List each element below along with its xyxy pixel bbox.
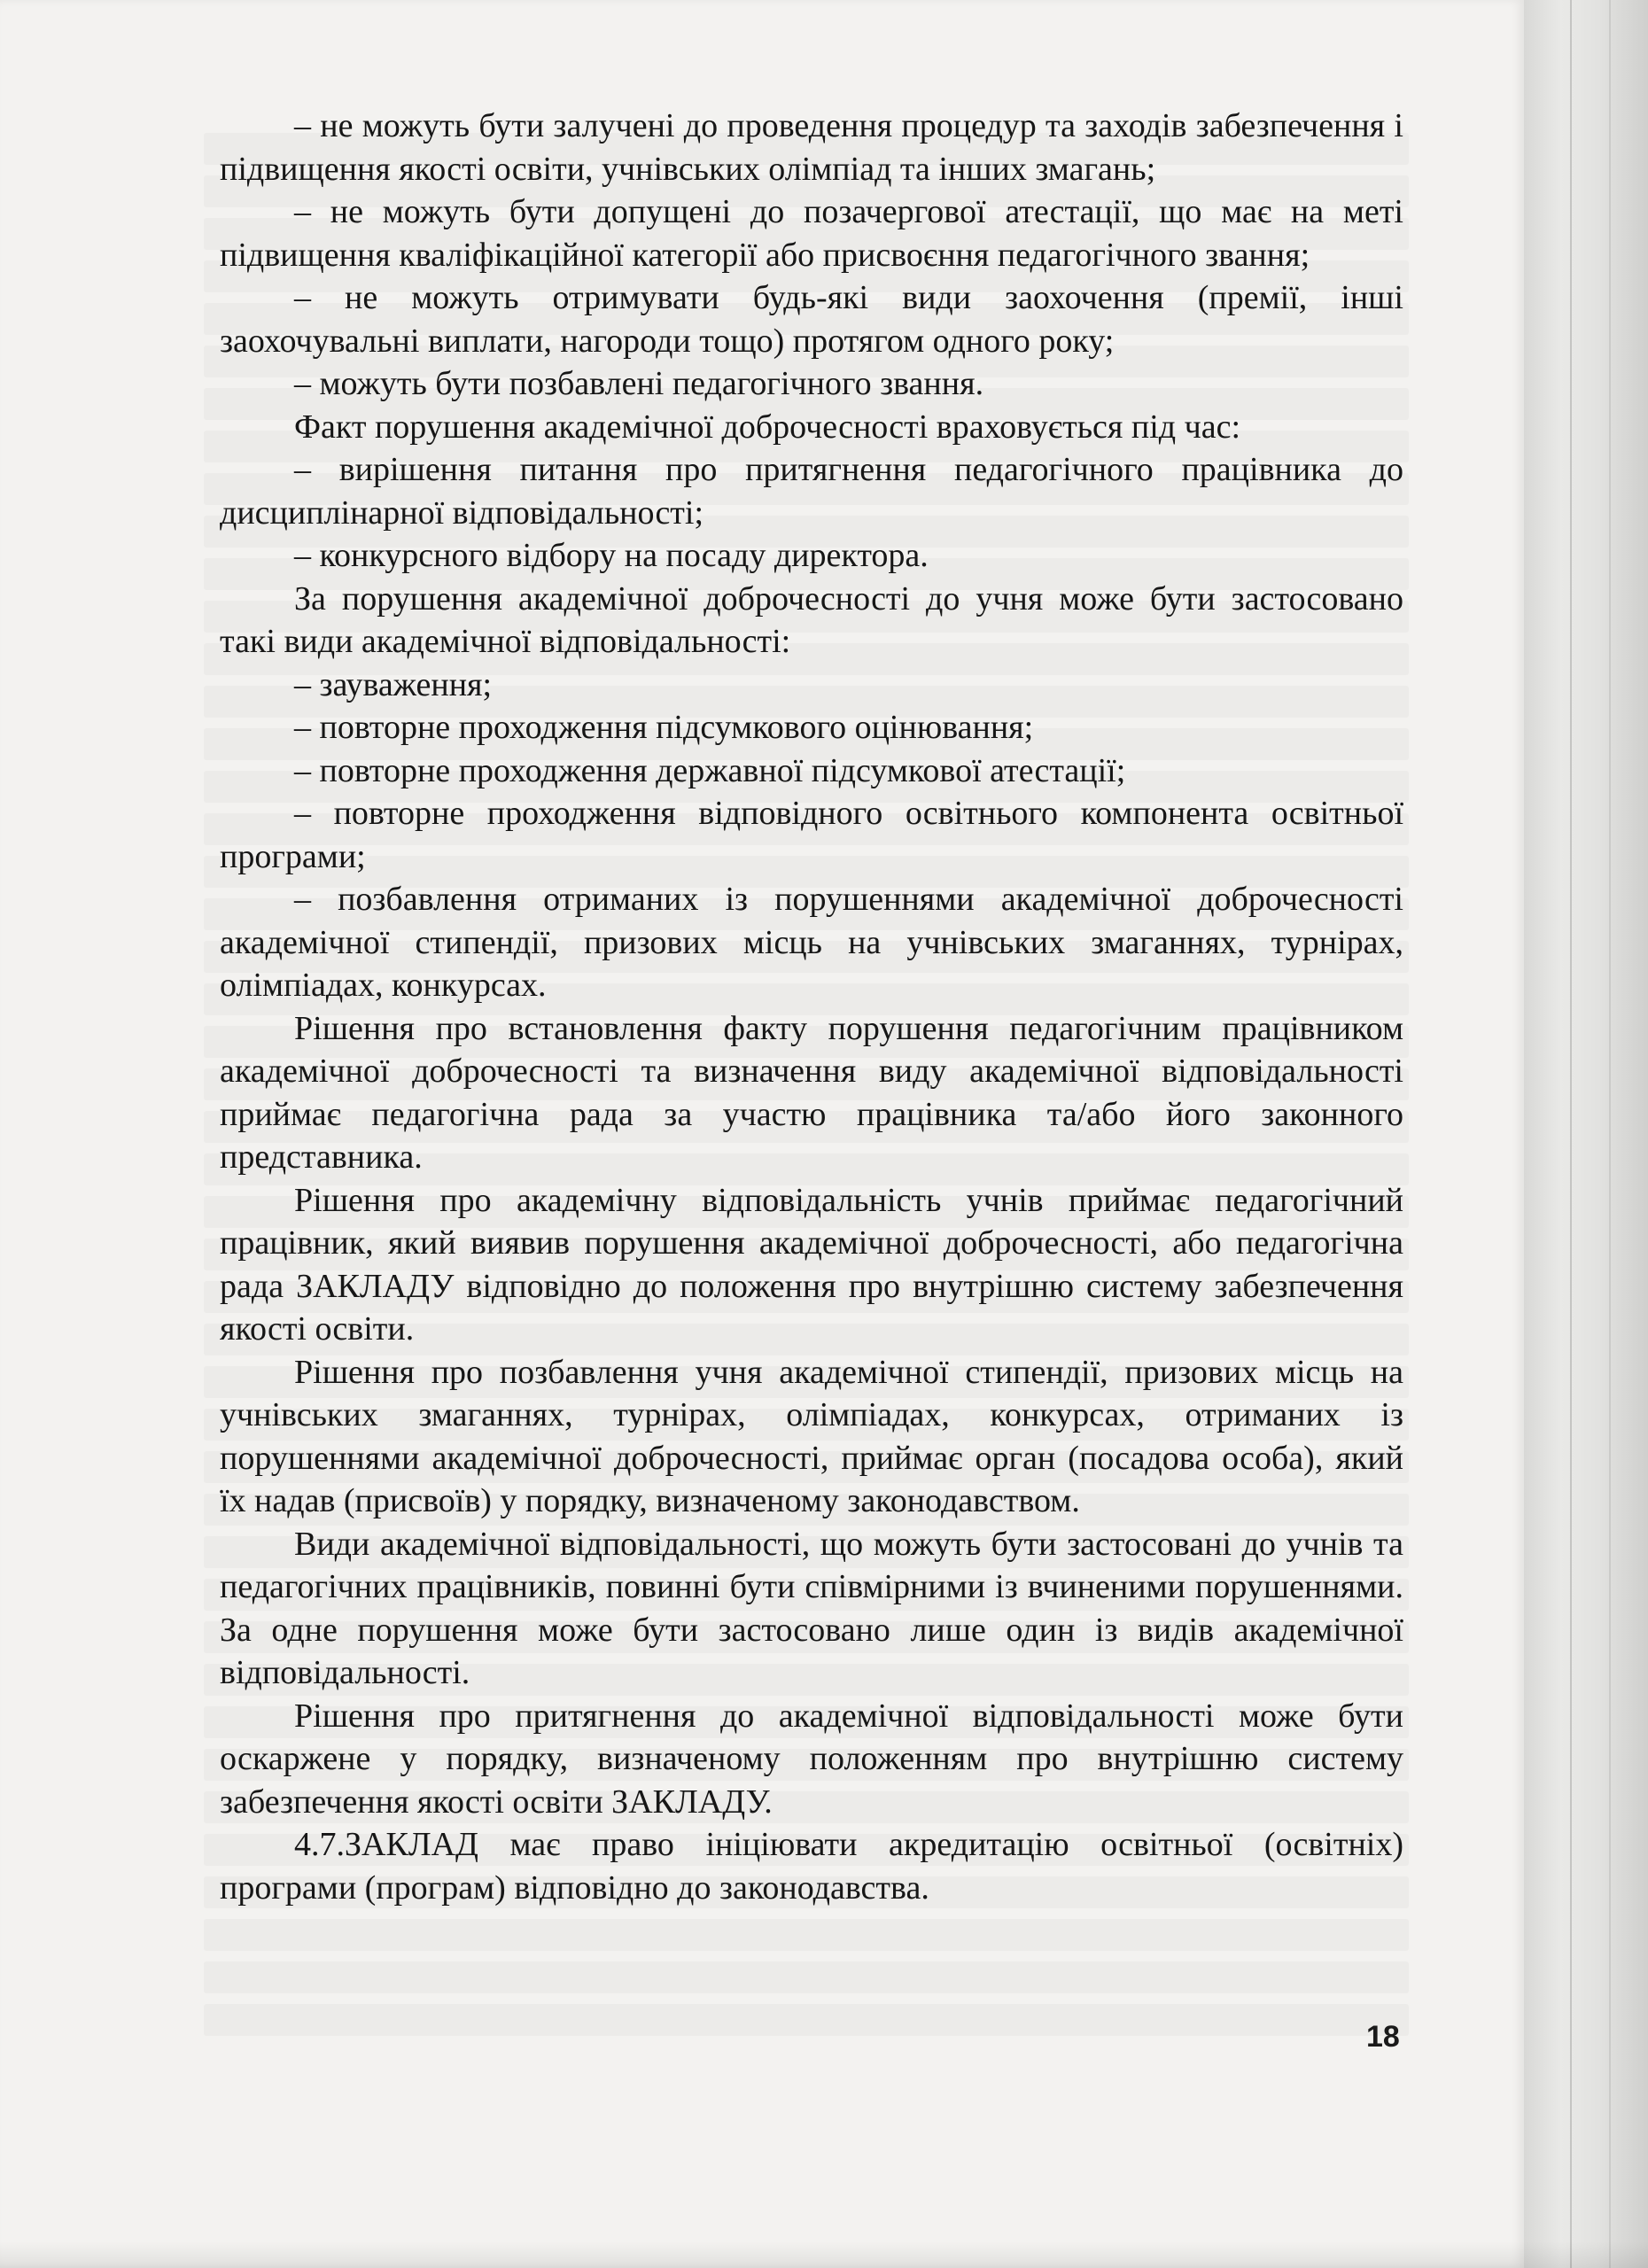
paragraph-19: 4.7.ЗАКЛАД має право ініціювати акредитацію освітньої (освітніх) програми (програм) відповідно до законодавства.	[220, 1826, 1403, 1907]
paragraph-15: Рішення про академічну відповідальність учнів приймає педагогічний працівник, який виявив порушення академічної доброчесності, або педагогічна рада ЗАКЛАДУ відповідно до положення про внутрішню систему забезпечення якості освіти.	[220, 1181, 1403, 1348]
paragraph-3: – не можуть отримувати будь-які види заохочення (премії, інші заохочувальні виплати, нагороди тощо) протягом одного року;	[220, 279, 1403, 360]
page-number: 18	[1366, 2020, 1400, 2054]
paragraph-4: – можуть бути позбавлені педагогічного звання.	[294, 365, 984, 402]
paragraph-7: – конкурсного відбору на посаду директора.	[294, 537, 929, 574]
paragraph-16: Рішення про позбавлення учня академічної стипендії, призових місць на учнівських змаганнях, турнірах, олімпіадах, конкурсах, отриманих із порушеннями академічної доброчесності, приймає орган (посадова особа), який їх надав (присвоїв) у порядку, визначеному законодавством.	[220, 1353, 1403, 1519]
paragraph-11: – повторне проходження державної підсумкової атестації;	[294, 751, 1126, 789]
paragraph-8: За порушення академічної доброчесності до учня може бути застосовано такі види академічної відповідальності:	[220, 579, 1403, 660]
paragraph-5: Факт порушення академічної доброчесності враховується під час:	[294, 408, 1241, 446]
paragraph-14: Рішення про встановлення факту порушення педагогічним працівником академічної доброчесності та визначення виду академічної відповідальності приймає педагогічна рада за участю працівника та/або його законного представника.	[220, 1009, 1403, 1176]
stacked-page-edges	[1524, 0, 1648, 2268]
paragraph-10: – повторне проходження підсумкового оцінювання;	[294, 709, 1034, 746]
paragraph-1: – не можуть бути залучені до проведення процедур та заходів забезпечення і підвищення якості освіти, учнівських олімпіад та інших змагань;	[220, 107, 1403, 188]
paragraph-13: – позбавлення отриманих із порушеннями академічної доброчесності академічної стипендії, призових місць на учнівських змаганнях, турнірах, олімпіадах, конкурсах.	[220, 881, 1403, 1004]
paragraph-12: – повторне проходження відповідного освітнього компонента освітньої програми;	[220, 795, 1403, 875]
paragraph-9: – зауваження;	[294, 665, 493, 703]
document-body	[220, 105, 1403, 1909]
paragraph-6: – вирішення питання про притягнення педагогічного працівника до дисциплінарної відповідальності;	[220, 451, 1403, 532]
paragraph-18: Рішення про притягнення до академічної відповідальності може бути оскаржене у порядку, визначеному положенням про внутрішню систему забезпечення якості освіти ЗАКЛАДУ.	[220, 1697, 1403, 1821]
paragraph-2: – не можуть бути допущені до позачергової атестації, що має на меті підвищення кваліфікаційної категорії або присвоєння педагогічного звання;	[220, 193, 1403, 274]
bottom-shadow	[0, 2241, 1648, 2268]
paragraph-17: Види академічної відповідальності, що можуть бути застосовані до учнів та педагогічних працівників, повинні бути співмірними із вчиненими порушеннями. За одне порушення може бути застосовано лише один із видів академічної відповідальності.	[220, 1525, 1403, 1691]
